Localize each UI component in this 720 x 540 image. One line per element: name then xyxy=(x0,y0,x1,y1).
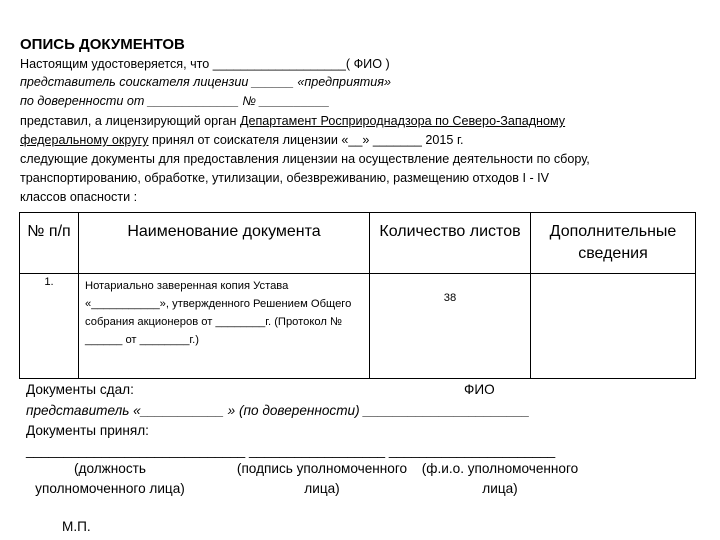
fio-label: ФИО xyxy=(464,382,495,397)
row-name: Нотариально заверенная копия Устава «___________», утвержденного Решением Общего собрания акционеров от ________г. (Протокол № ______ от ________г.) xyxy=(79,274,370,379)
header-extra: Дополнительные сведения xyxy=(531,213,696,274)
header-no: № п/п xyxy=(20,213,79,274)
doc-line-4-prefix: представил, а лицензирующий орган xyxy=(20,114,240,128)
authority-name-part2: федеральному округу xyxy=(20,133,149,147)
handed-label: Документы сдал: xyxy=(26,382,134,397)
documents-table xyxy=(19,212,696,379)
signature-lines: _____________________________ __________________ ______________________ xyxy=(26,443,556,458)
fio-caption: (ф.и.о. уполномоченного лица) xyxy=(421,461,579,496)
doc-line-2: представитель соискателя лицензии ______ «предприятия» xyxy=(20,75,392,89)
stamp-label: М.П. xyxy=(62,519,91,534)
document-title: ОПИСЬ ДОКУМЕНТОВ xyxy=(20,36,185,53)
table-header-row xyxy=(20,213,696,274)
representative-line: представитель «___________ » (по доверенности) ______________________ xyxy=(26,403,530,418)
doc-line-3: по доверенности от _____________ № __________ xyxy=(20,94,330,108)
doc-line-5-suffix: принял от соискателя лицензии «__» _______ 2015 г. xyxy=(148,133,464,147)
authority-name-part1: Департамент Росприроднадзора по Северо-Западному xyxy=(239,114,566,128)
doc-line-1: Настоящим удостоверяется, что ___________________( ФИО ) xyxy=(20,57,390,71)
doc-line-8: классов опасности : xyxy=(20,190,138,204)
received-label: Документы принял: xyxy=(26,423,149,438)
header-name: Наименование документа xyxy=(79,213,370,274)
row-extra xyxy=(531,274,696,379)
row-no: 1. xyxy=(20,274,79,379)
doc-line-6: следующие документы для предоставления лицензии на осуществление деятельности по сбору, xyxy=(20,152,590,166)
signature-caption: (подпись уполномоченного лица) xyxy=(236,461,408,496)
doc-line-7: транспортированию, обработке, утилизации, обезвреживанию, размещению отходов I - IV xyxy=(20,171,550,185)
table-row xyxy=(20,274,696,379)
row-qty: 38 xyxy=(370,274,531,379)
doc-line-4 xyxy=(20,113,565,129)
header-qty: Количество листов xyxy=(370,213,531,274)
doc-line-5 xyxy=(20,132,464,148)
position-caption: (должность уполномоченного лица) xyxy=(35,461,185,496)
